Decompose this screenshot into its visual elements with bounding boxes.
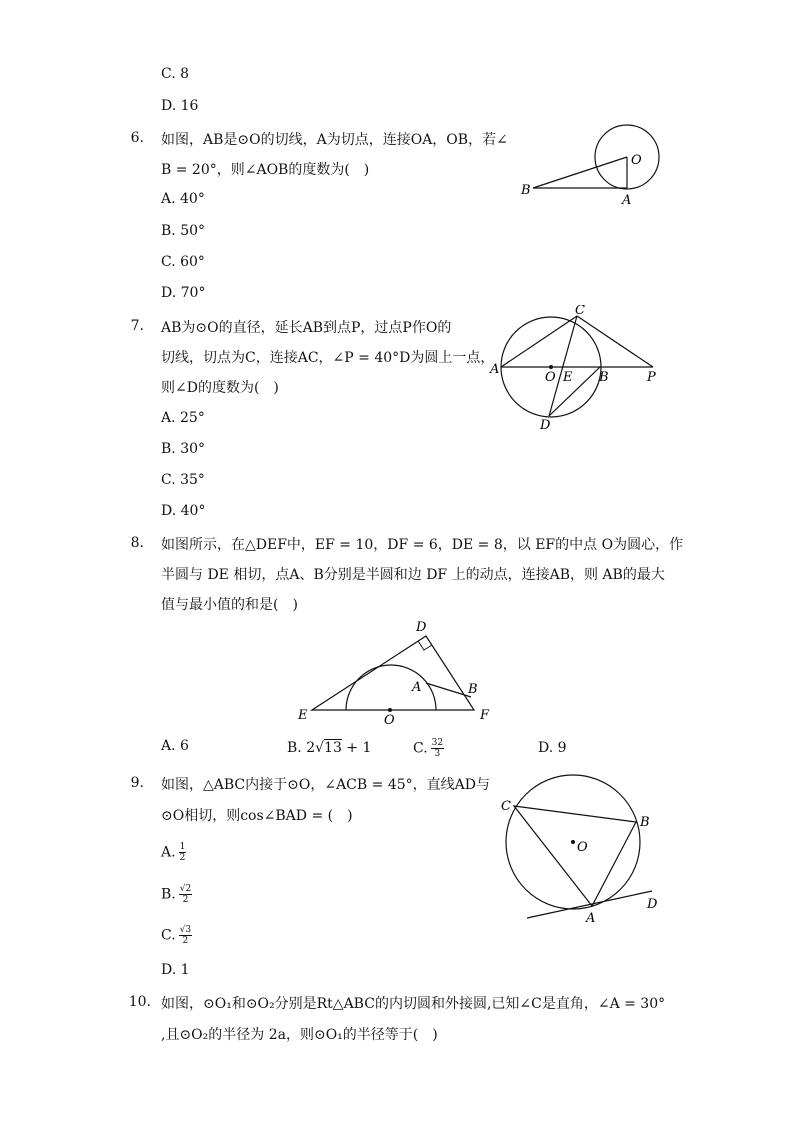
q8-stem-line3: 值与最小值的和是( )	[161, 597, 298, 613]
q9-option-b-prefix: B.	[161, 886, 176, 903]
q8-label-o: O	[384, 713, 395, 727]
q9-option-d: D. 1	[161, 962, 190, 978]
q8-stem-line1: 如图所示，在△DEF中，EF = 10，DF = 6，DE = 8，以 EF的中点 O为圆心，作	[161, 537, 684, 553]
q6-stem-line2: B = 20°，则∠AOB的度数为( )	[161, 162, 370, 178]
q9-label-d: D	[647, 897, 658, 912]
q8-option-c-numerator: 32	[431, 738, 444, 748]
q9-option-b-numerator: √2	[179, 884, 192, 894]
q7-number: 7.	[130, 318, 144, 334]
q9-option-b-denominator: 2	[182, 895, 189, 905]
q7-option-b: B. 30°	[161, 441, 206, 457]
q8-label-b: B	[468, 682, 478, 697]
q7-label-d: D	[540, 418, 551, 433]
q7-stem-line3: 则∠D的度数为( )	[161, 380, 279, 396]
q7-label-b: B	[599, 370, 609, 385]
q6-option-c: C. 60°	[161, 254, 205, 270]
q8-stem-line2: 半圆与 DE 相切，点A、B分别是半圆和边 DF 上的动点，连接AB，则 AB的最大	[161, 567, 665, 583]
q6-figure	[510, 120, 670, 210]
q9-label-b: B	[640, 815, 650, 830]
q9-option-a-denominator: 2	[179, 853, 186, 863]
q7-label-a: A	[490, 362, 500, 377]
q7-label-p: P	[647, 370, 656, 385]
q8-option-b-radicand: 13	[324, 740, 342, 756]
q10-number: 10.	[128, 994, 151, 1010]
q8-option-b	[287, 738, 371, 758]
q9-figure	[495, 765, 670, 930]
q7-label-c: C	[575, 305, 585, 318]
q9-option-a-prefix: A.	[161, 844, 176, 861]
q9-stem-line2: ⊙O相切，则cos∠BAD = ( )	[161, 808, 353, 824]
q8-option-b-prefix: B. 2	[287, 740, 316, 756]
q9-option-c	[161, 925, 192, 946]
q10-stem-line2: ,且⊙O₂的半径为 2a，则⊙O₁的半径等于( )	[161, 1027, 438, 1043]
q9-label-c: C	[501, 799, 511, 814]
q9-option-a-numerator: 1	[179, 842, 186, 852]
q9-label-a: A	[586, 911, 596, 926]
q9-number: 9.	[130, 775, 144, 791]
q7-option-c: C. 35°	[161, 472, 205, 488]
q6-label-o: O	[631, 153, 642, 168]
q9-option-b-fraction	[179, 884, 192, 905]
q9-option-c-denominator: 2	[182, 936, 189, 946]
q8-number: 8.	[130, 535, 144, 551]
q8-option-a: A. 6	[161, 738, 189, 754]
q8-figure	[290, 615, 510, 727]
q6-label-a: A	[622, 193, 632, 208]
q7-option-d: D. 40°	[161, 503, 206, 519]
q9-option-c-fraction	[179, 925, 192, 946]
q6-option-a: A. 40°	[161, 191, 205, 207]
q5-option-d: D. 16	[161, 98, 199, 114]
q9-option-a-fraction	[179, 842, 187, 863]
q7-stem-line1: AB为⊙O的直径，延长AB到点P，过点P作O的	[161, 320, 452, 336]
q8-option-c-prefix: C.	[413, 740, 428, 757]
q8-option-c	[413, 738, 444, 759]
q6-stem-line1: 如图，AB是⊙O的切线，A为切点，连接OA，OB，若∠	[161, 132, 508, 148]
q7-option-a: A. 25°	[161, 410, 205, 426]
q6-number: 6.	[130, 130, 144, 146]
q6-option-b: B. 50°	[161, 223, 206, 239]
q8-label-a: A	[412, 680, 422, 695]
q8-label-d: D	[416, 620, 427, 635]
q9-option-b	[161, 884, 192, 905]
q9-stem-line1: 如图，△ABC内接于⊙O，∠ACB = 45°，直线AD与	[161, 777, 490, 793]
q10-stem-line1: 如图，⊙O₁和⊙O₂分别是Rt△ABC的内切圆和外接圆,已知∠C是直角，∠A = 30°	[161, 996, 666, 1012]
q8-option-d: D. 9	[538, 740, 567, 756]
q8-option-b-sqrt-icon: √	[315, 740, 325, 756]
q8-label-e: E	[298, 708, 308, 723]
q7-label-e: E	[563, 370, 573, 385]
q8-option-c-denominator: 3	[434, 749, 441, 759]
q9-label-o: O	[577, 840, 588, 855]
q7-label-o: O	[545, 370, 556, 385]
q7-stem-line2: 切线，切点为C，连接AC，∠P = 40°D为圆上一点，	[161, 350, 495, 366]
q6-option-d: D. 70°	[161, 285, 206, 301]
q8-option-b-suffix: + 1	[341, 740, 372, 756]
q6-label-b: B	[521, 183, 531, 198]
q9-option-c-numerator: √3	[179, 925, 192, 935]
q9-option-a	[161, 842, 186, 863]
q8-label-f: F	[480, 708, 490, 723]
q9-option-c-prefix: C.	[161, 927, 176, 944]
q5-option-c: C. 8	[161, 66, 190, 82]
q8-option-c-fraction	[431, 738, 444, 759]
q7-figure	[485, 305, 665, 435]
